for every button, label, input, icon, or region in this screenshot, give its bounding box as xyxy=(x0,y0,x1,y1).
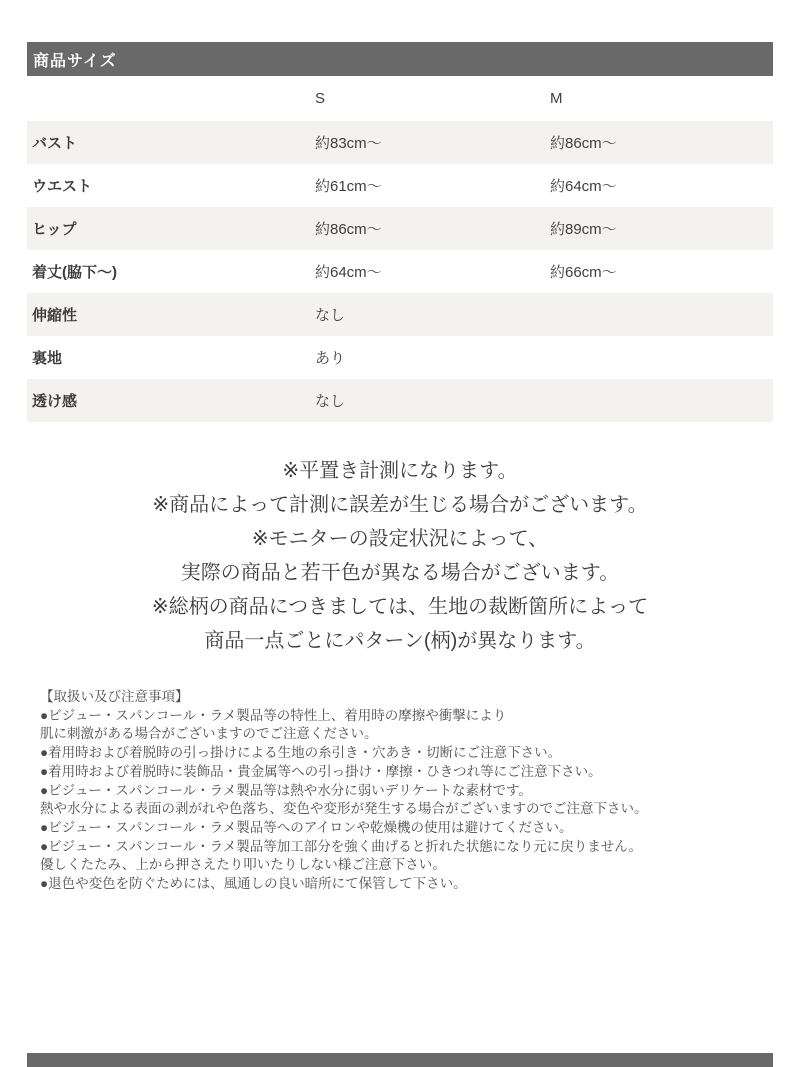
row-value-s: あり xyxy=(315,350,346,367)
handling-precautions-title: 【取扱い及び注意事項】 xyxy=(40,689,189,704)
care-line: ●ビジュー・スパンコール・ラメ製品等の特性上、着用時の摩擦や衝撃により xyxy=(40,707,507,723)
care-line: ●ビジュー・スパンコール・ラメ製品等加工部分を強く曲げると折れた状態になり元に戻りません。 xyxy=(40,838,643,854)
row-value-m: 約86cm～ xyxy=(550,135,617,152)
table-row-waist xyxy=(27,164,773,207)
measurement-notes xyxy=(0,454,800,658)
care-line: 優しくたたみ、上から押さえたり叩いたりしない様ご注意下さい。 xyxy=(40,857,446,873)
row-value-m: 約64cm～ xyxy=(550,178,617,195)
size-table xyxy=(27,76,773,422)
care-line: ●着用時および着脱時に装飾品・貴金属等への引っ掛け・摩擦・ひきつれ等にご注意下さい。 xyxy=(40,763,602,779)
row-value-m: 約66cm～ xyxy=(550,264,617,281)
care-line: ●退色や変色を防ぐためには、風通しの良い暗所にて保管して下さい。 xyxy=(40,876,467,892)
row-value-m: 約89cm～ xyxy=(550,221,617,238)
table-row-length xyxy=(27,250,773,293)
row-label: ウエスト xyxy=(32,178,93,195)
note-line: ※モニターの設定状況によって、 xyxy=(251,528,549,550)
row-label: バスト xyxy=(32,135,78,152)
table-row-stretch xyxy=(27,293,773,336)
care-line: 熱や水分による表面の剥がれや色落ち、変色や変形が発生する場合がございますのでご注意下さい。 xyxy=(40,801,648,817)
row-value-s: 約61cm～ xyxy=(315,178,382,195)
care-line: ●ビジュー・スパンコール・ラメ製品等へのアイロンや乾燥機の使用は避けてください。 xyxy=(40,819,573,835)
table-row-lining xyxy=(27,336,773,379)
row-label: ヒップ xyxy=(32,221,77,238)
column-header-s: S xyxy=(315,90,326,107)
row-value-s: 約64cm～ xyxy=(315,264,382,281)
table-row-sheerness xyxy=(27,379,773,422)
row-value-s: 約83cm～ xyxy=(315,135,382,152)
column-header-m: M xyxy=(550,90,563,107)
note-line: ※平置き計測になります。 xyxy=(282,460,518,482)
note-line: 実際の商品と若干色が異なる場合がございます。 xyxy=(180,562,620,584)
row-value-s: なし xyxy=(315,307,346,324)
care-line: 肌に刺激がある場合がございますのでご注意ください。 xyxy=(40,726,378,742)
row-label: 着丈(脇下～) xyxy=(32,264,117,281)
care-line: ●ビジュー・スパンコール・ラメ製品等は熱や水分に弱いデリケートな素材です。 xyxy=(40,782,532,798)
next-section-header-bar xyxy=(27,1053,773,1067)
row-label: 透け感 xyxy=(32,393,78,410)
row-value-s: なし xyxy=(315,393,346,410)
note-line: ※商品によって計測に誤差が生じる場合がございます。 xyxy=(152,494,648,516)
row-label: 伸縮性 xyxy=(32,307,78,324)
note-line: ※総柄の商品につきましては、生地の裁断箇所によって xyxy=(151,596,649,618)
note-line: 商品一点ごとにパターン(柄)が異なります。 xyxy=(204,630,596,652)
row-value-s: 約86cm～ xyxy=(315,221,382,238)
size-section-title: 商品サイズ xyxy=(33,52,117,70)
table-row-bust xyxy=(27,121,773,164)
table-row-hip xyxy=(27,207,773,250)
size-table-column-header-row xyxy=(27,76,773,121)
care-line: ●着用時および着脱時の引っ掛けによる生地の糸引き・穴あき・切断にご注意下さい。 xyxy=(40,745,562,761)
row-label: 裏地 xyxy=(32,350,63,367)
handling-precautions xyxy=(40,688,788,894)
size-section-header xyxy=(27,42,773,76)
